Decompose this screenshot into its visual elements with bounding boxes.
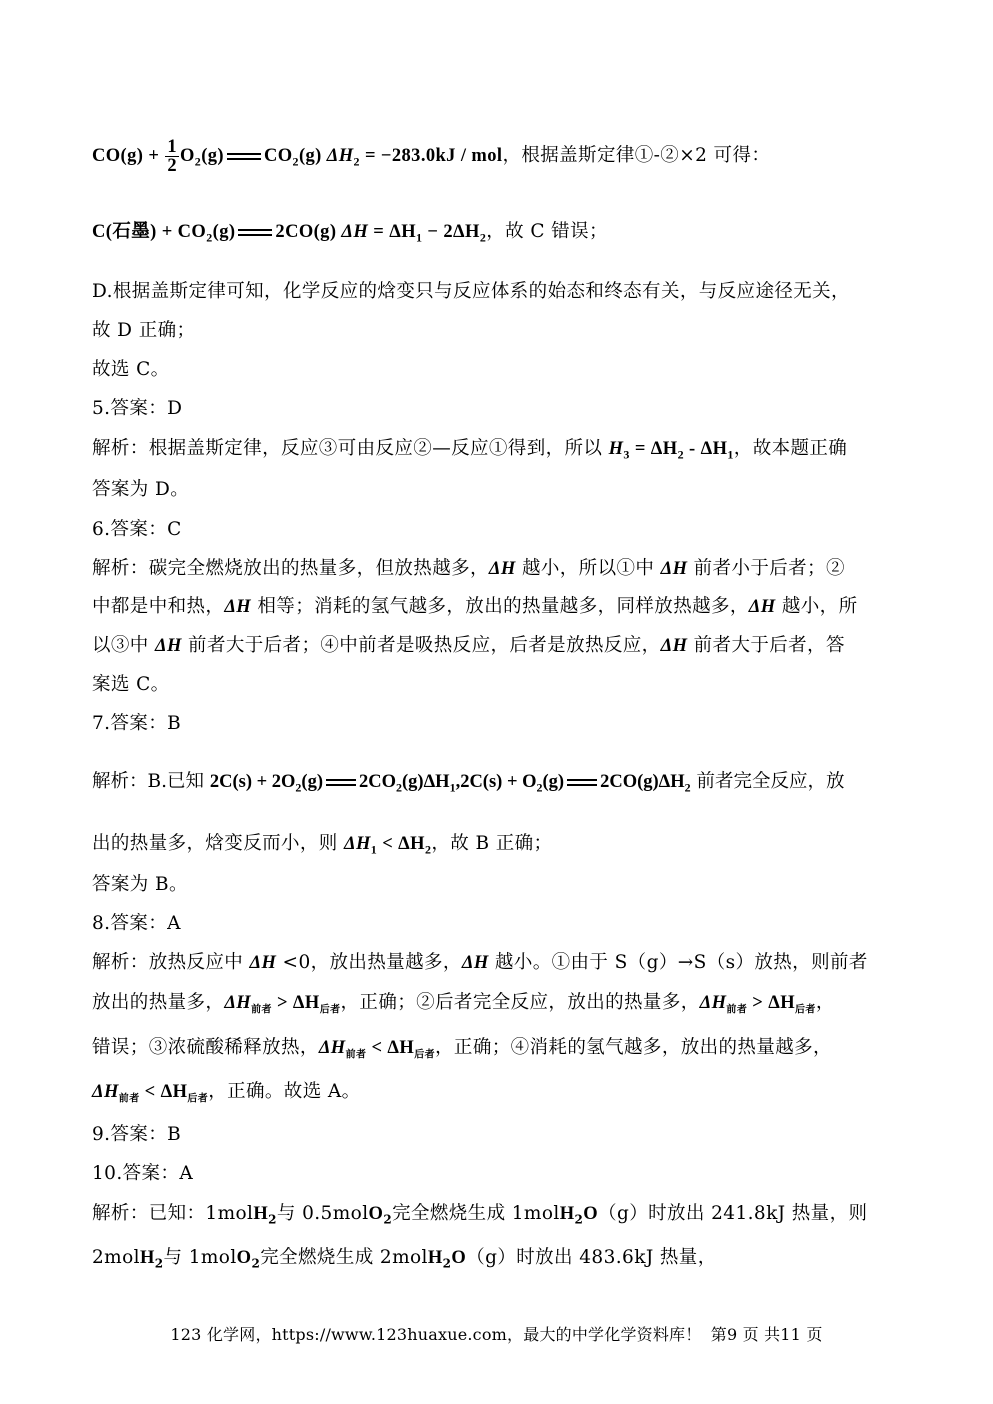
paragraph-line: D.根据盖斯定律可知，化学反应的焓变只与反应体系的始态和终态有关，与反应途径无关， (92, 281, 850, 302)
paragraph-line: 中都是中和热，ΔH 相等；消耗的氢气越多，放出的热量越多，同样放热越多，ΔH 越小，所 (92, 596, 858, 617)
footer-site-text: 123 化学网，https://www.123huaxue.com，最大的中学化学资料库！ (170, 1325, 702, 1344)
equals-sign (227, 153, 261, 160)
fraction: $\frac{1}{2}$ (167, 137, 177, 176)
page-number: 第9 页 共11 页 (710, 1325, 823, 1344)
paragraph-line: 案选 C。 (92, 674, 170, 695)
page-footer (0, 1322, 993, 1345)
equation-line-1 (92, 138, 770, 175)
equation-line-3: 解析：B.已知 $2C(s) + 2O_2(g) 2CO_2(g)\Delta H_1,2C(s) + O_2(g)$ $2CO(g)\Delta H_2$ 前者完全反应，放 (92, 771, 845, 795)
paragraph-line: 出的热量多，焓变反而小，则 $\Delta H_1 < \Delta H_2$，故 B 正确； (92, 833, 553, 857)
answer-heading: 10.答案：A (92, 1163, 194, 1184)
answer-heading: 5.答案：D (92, 398, 183, 419)
paragraph-line: 解析：放热反应中 ΔH <0，放出热量越多，ΔH 越小。①由于 S（g）→S（s）放热，则前者 (92, 952, 868, 973)
paragraph-line: 答案为 B。 (92, 874, 188, 895)
equals-sign (238, 229, 272, 236)
paragraph-line: $\Delta H_{前者} < \Delta H_{后者}$，正确。故选 A。 (92, 1081, 361, 1105)
answer-heading: 6.答案：C (92, 519, 182, 540)
text: ，故 C 错误； (486, 221, 608, 242)
paragraph-line: 放出的热量多，$\Delta H_{前者} > \Delta H_{后者}$，正确；②后者完全反应，放出的热量多，$\Delta H_{前者} > \Delta H_{后者}$， (92, 992, 835, 1016)
answer-heading: 8.答案：A (92, 913, 181, 934)
paragraph-line: 解析：已知：1molH$_2$与 0.5molO$_2$完全燃烧生成 1molH$_2$O（g）时放出 241.8kJ 热量，则 (92, 1203, 868, 1227)
paragraph-line: 答案为 D。 (92, 479, 190, 500)
answer-heading: 7.答案：B (92, 713, 182, 734)
equation: CO(g) + $\frac{1}{2}$ $O_2(g)$ $CO_2(g) \Delta H_2 = -283.0kJ$ / mol (92, 137, 503, 176)
paragraph-line: 错误；③浓硫酸稀释放热，$\Delta H_{前者} < \Delta H_{后者}$，正确；④消耗的氢气越多，放出的热量越多， (92, 1037, 832, 1061)
paragraph-line: 解析：碳完全燃烧放出的热量多，但放热越多，ΔH 越小，所以①中 ΔH 前者小于后者；② (92, 558, 845, 579)
answer-heading: 9.答案：B (92, 1124, 182, 1145)
text: ，根据盖斯定律①-②×2 可得： (502, 144, 771, 166)
equation-line-2 (92, 220, 608, 250)
equation: C(石墨) + $CO_2(g)$ 2CO(g) $\Delta H = \Delta H_1 - 2\Delta H_2$ (92, 222, 487, 245)
paragraph-line: 故 D 正确； (92, 320, 196, 341)
paragraph-line: 解析：根据盖斯定律，反应③可由反应②—反应①得到，所以 $H_3 = \Delta H_2 - \Delta H_1$，故本题正确 (92, 438, 848, 462)
paragraph-line: 2molH$_2$与 1molO$_2$完全燃烧生成 2molH$_2$O（g）时放出 483.6kJ 热量， (92, 1247, 717, 1271)
paragraph-line: 故选 C。 (92, 359, 170, 380)
paragraph-line: 以③中 ΔH 前者大于后者；④中前者是吸热反应，后者是放热反应，ΔH 前者大于后者，答 (92, 635, 845, 656)
